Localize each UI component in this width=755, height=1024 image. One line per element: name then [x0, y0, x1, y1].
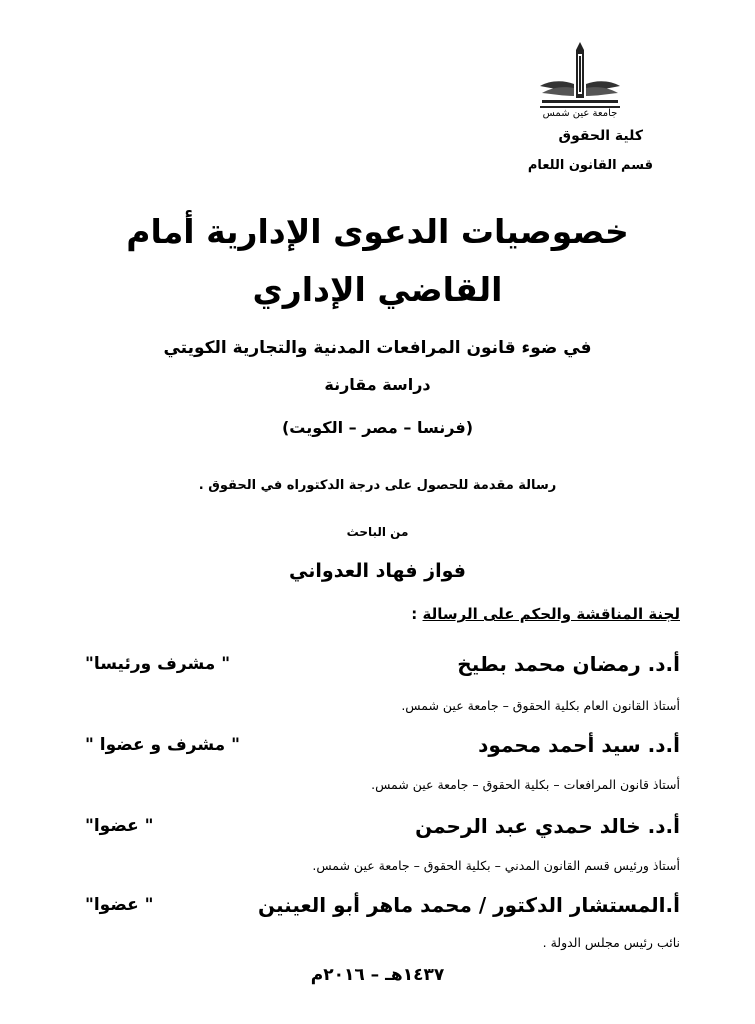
researcher-label: من الباحث	[346, 525, 409, 539]
member-3-name: أ.د. خالد حمدي عبد الرحمن	[415, 814, 680, 838]
member-4-desc: نائب رئيس مجلس الدولة .	[542, 935, 680, 950]
university-logo	[536, 40, 624, 124]
subtitle-line2: دراسة مقارنة	[324, 375, 431, 394]
member-3-desc: أستاذ ورئيس قسم القانون المدني – بكلية الحقوق – جامعة عين شمس.	[312, 858, 680, 873]
member-2-role: " مشرف و عضوا "	[85, 735, 240, 755]
subtitle-line1: في ضوء قانون المرافعات المدنية والتجارية الكويتي	[163, 338, 592, 358]
member-3-role: " عضوا"	[85, 816, 154, 836]
date: ١٤٣٧هـ – ٢٠١٦م	[310, 965, 445, 985]
member-2-desc: أستاذ قانون المرافعات – بكلية الحقوق – جامعة عين شمس.	[371, 777, 680, 792]
thesis-title-line1: خصوصيات الدعوى الإدارية أمام	[126, 212, 629, 251]
member-4-role: " عضوا"	[85, 895, 154, 915]
member-1-desc: أستاذ القانون العام بكلية الحقوق – جامعة عين شمس.	[401, 698, 680, 713]
faculty-name: كلية الحقوق	[558, 128, 643, 144]
thesis-note: رسالة مقدمة للحصول على درجة الدكتوراه في الحقوق .	[198, 478, 557, 493]
member-2-name: أ.د. سيد أحمد محمود	[478, 733, 680, 757]
subtitle-line3: (فرنسا – مصر – الكويت)	[281, 418, 474, 437]
researcher-name: فواز فهاد العدواني	[289, 560, 466, 582]
department-name: قسم القانون اللعام	[527, 158, 653, 173]
committee-heading	[411, 605, 680, 623]
member-4-name: أ.المستشار الدكتور / محمد ماهر أبو العينين	[258, 893, 680, 917]
committee-heading-suffix: :	[411, 605, 423, 623]
member-1-role: " مشرف ورئيسا"	[85, 654, 231, 674]
committee-heading-text: لجنة المناقشة والحكم على الرسالة	[422, 605, 680, 623]
member-1-name: أ.د. رمضان محمد بطيخ	[457, 652, 680, 676]
thesis-title-line2: القاضي الإداري	[252, 270, 503, 309]
logo-text: جامعة عين شمس	[542, 108, 618, 119]
